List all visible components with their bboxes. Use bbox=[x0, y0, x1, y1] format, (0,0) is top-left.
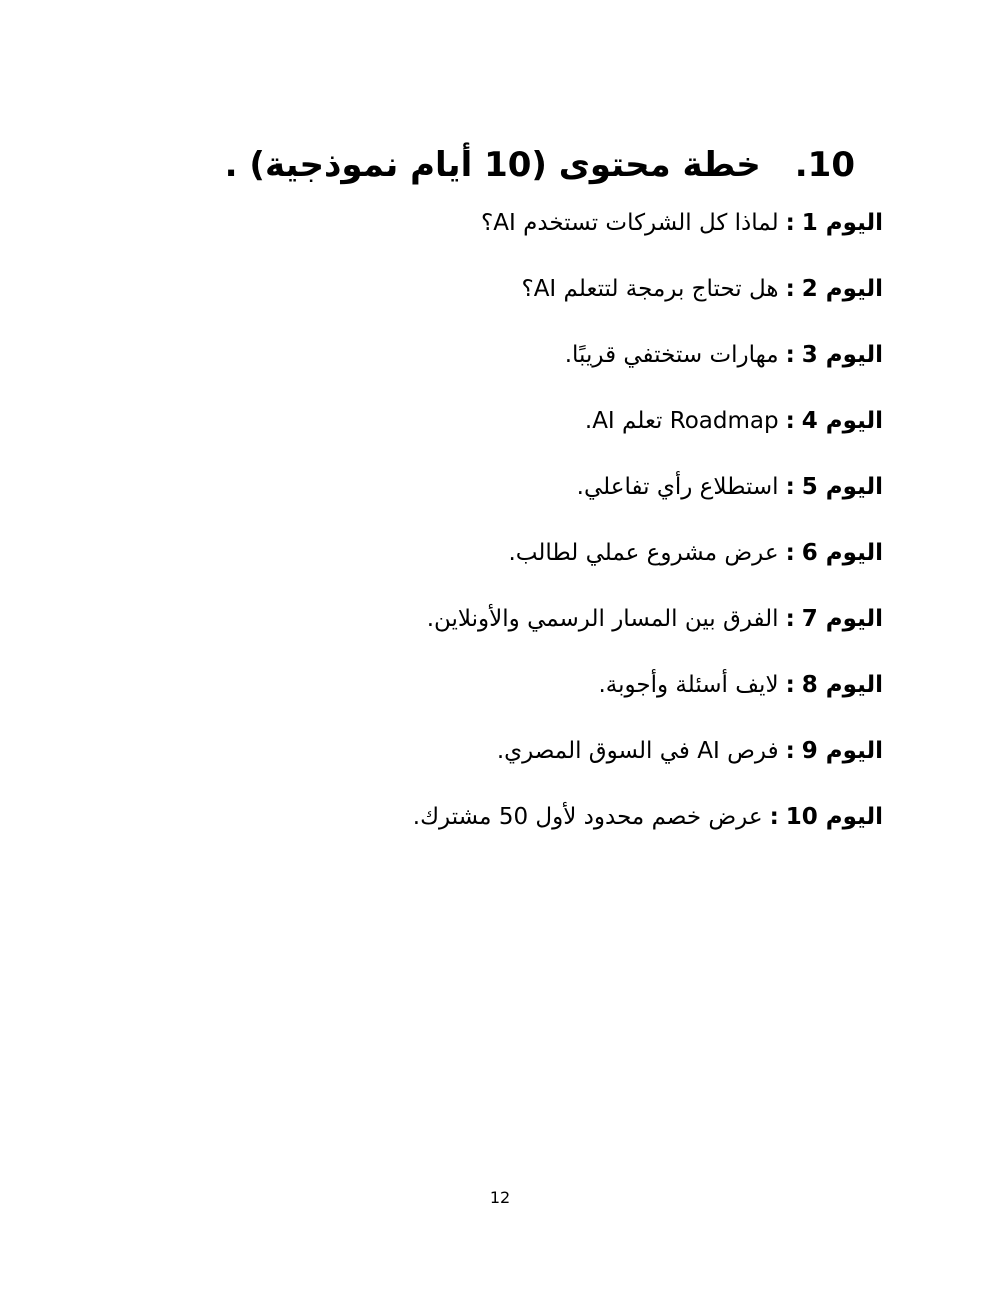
day-label: اليوم 6 bbox=[801, 540, 883, 566]
day-separator: : bbox=[785, 474, 795, 500]
day-separator: : bbox=[785, 738, 795, 764]
day-label: اليوم 10 bbox=[785, 804, 883, 830]
list-item bbox=[283, 718, 883, 784]
list-item bbox=[283, 256, 883, 322]
day-label: اليوم 3 bbox=[801, 342, 883, 368]
day-text: فرص AI في السوق المصري. bbox=[496, 738, 779, 764]
content-plan-list bbox=[283, 190, 883, 850]
day-label: اليوم 8 bbox=[801, 672, 883, 698]
day-text: استطلاع رأي تفاعلي. bbox=[576, 474, 779, 500]
list-item bbox=[283, 520, 883, 586]
day-text: الفرق بين المسار الرسمي والأونلاين. bbox=[426, 606, 779, 632]
day-separator: : bbox=[785, 540, 795, 566]
day-text: هل تحتاج برمجة لتتعلم AI؟ bbox=[521, 276, 779, 302]
day-separator: : bbox=[769, 804, 779, 830]
page-number: 12 bbox=[489, 1188, 511, 1207]
day-text: لماذا كل الشركات تستخدم AI؟ bbox=[481, 210, 779, 236]
day-text: Roadmap تعلم AI. bbox=[584, 408, 779, 434]
section-heading bbox=[224, 135, 855, 195]
section-title: خطة محتوى (10 أيام نموذجية) . bbox=[224, 144, 761, 185]
day-label: اليوم 9 bbox=[801, 738, 883, 764]
day-text: مهارات ستختفي قريبًا. bbox=[564, 342, 779, 368]
day-label: اليوم 7 bbox=[801, 606, 883, 632]
list-item bbox=[283, 454, 883, 520]
day-label: اليوم 4 bbox=[801, 408, 883, 434]
day-label: اليوم 1 bbox=[801, 210, 883, 236]
list-item bbox=[283, 322, 883, 388]
list-item bbox=[283, 190, 883, 256]
day-label: اليوم 2 bbox=[801, 276, 883, 302]
list-item bbox=[283, 388, 883, 454]
day-text: عرض خصم محدود لأول 50 مشترك. bbox=[412, 804, 763, 830]
day-separator: : bbox=[785, 342, 795, 368]
day-text: لايف أسئلة وأجوبة. bbox=[598, 672, 779, 698]
day-separator: : bbox=[785, 276, 795, 302]
day-text: عرض مشروع عملي لطالب. bbox=[508, 540, 779, 566]
day-label: اليوم 5 bbox=[801, 474, 883, 500]
day-separator: : bbox=[785, 210, 795, 236]
list-item bbox=[283, 652, 883, 718]
day-separator: : bbox=[785, 672, 795, 698]
section-number: .10 bbox=[794, 144, 855, 185]
list-item bbox=[283, 586, 883, 652]
list-item bbox=[283, 784, 883, 850]
day-separator: : bbox=[785, 408, 795, 434]
day-separator: : bbox=[785, 606, 795, 632]
